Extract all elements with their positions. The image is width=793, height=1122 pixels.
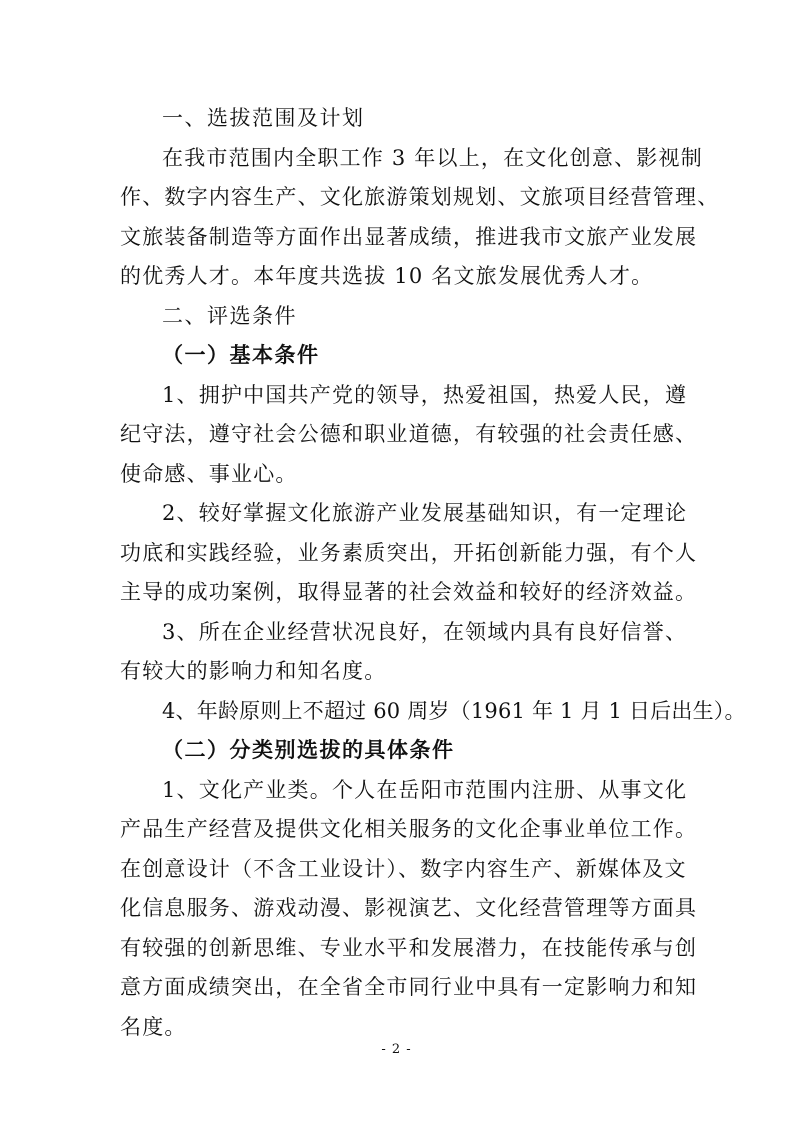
paragraph-line: 2、较好掌握文化旅游产业发展基础知识，有一定理论 — [162, 501, 688, 525]
paragraph-line: 意方面成绩突出，在全省全市同行业中具有一定影响力和知 — [120, 975, 698, 999]
paragraph-line: 名度。 — [120, 1015, 187, 1039]
paragraph-line: 有较强的创新思维、专业水平和发展潜力，在技能传承与创 — [120, 936, 698, 960]
paragraph-line: 1、文化产业类。个人在岳阳市范围内注册、从事文化 — [162, 778, 688, 802]
paragraph-line: 文旅装备制造等方面作出显著成绩，推进我市文旅产业发展 — [120, 225, 698, 249]
paragraph-line: 3、所在企业经营状况良好，在领域内具有良好信誉、 — [162, 620, 688, 644]
paragraph-line: 化信息服务、游戏动漫、影视演艺、文化经营管理等方面具 — [120, 896, 698, 920]
paragraph-line: 作、数字内容生产、文化旅游策划规划、文旅项目经营管理、 — [120, 185, 720, 209]
section-heading-2: 二、评选条件 — [162, 304, 297, 328]
paragraph-line: 主导的成功案例，取得显著的社会效益和较好的经济效益。 — [120, 580, 698, 604]
paragraph-line: 使命感、事业心。 — [120, 462, 298, 486]
paragraph-line: 在创意设计（不含工业设计）、数字内容生产、新媒体及文 — [120, 857, 687, 881]
paragraph-line: 在我市范围内全职工作 3 年以上，在文化创意、影视制 — [162, 146, 703, 170]
paragraph-line: 4、年龄原则上不超过 60 周岁（1961 年 1 月 1 日后出生）。 — [162, 699, 746, 723]
paragraph-line: 有较大的影响力和知名度。 — [120, 659, 387, 683]
section-heading-1: 一、选拔范围及计划 — [162, 106, 365, 130]
page-number: - 2 - — [381, 1042, 412, 1057]
paragraph-line: 产品生产经营及提供文化相关服务的文化企事业单位工作。 — [120, 817, 698, 841]
paragraph-line: 功底和实践经验，业务素质突出，开拓创新能力强，有个人 — [120, 541, 698, 565]
paragraph-line: 的优秀人才。本年度共选拔 10 名文旅发展优秀人才。 — [120, 264, 654, 288]
paragraph-line: 纪守法，遵守社会公德和职业道德，有较强的社会责任感、 — [120, 422, 698, 446]
subsection-heading-2: （二）分类别选拔的具体条件 — [162, 738, 455, 762]
paragraph-line: 1、拥护中国共产党的领导，热爱祖国，热爱人民，遵 — [162, 383, 688, 407]
subsection-heading-1: （一）基本条件 — [162, 343, 320, 367]
